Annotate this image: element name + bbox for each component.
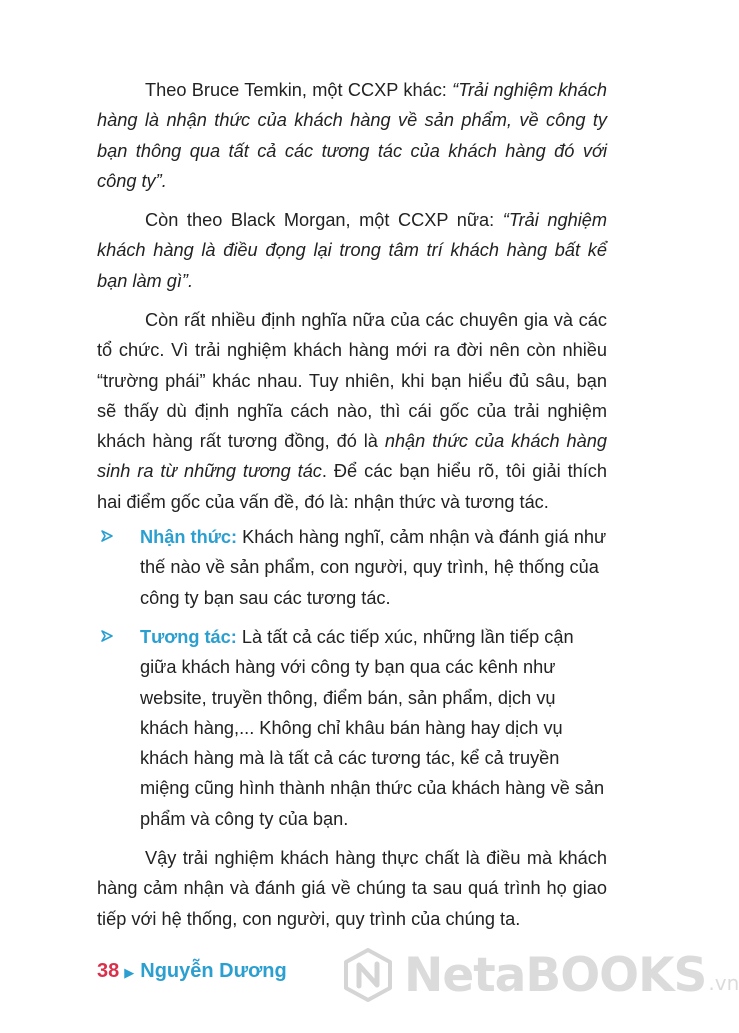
emphasis-text: nhận thức của khách hàng sinh ra từ những tương tác (97, 431, 608, 482)
author-name: Nguyễn Dương (140, 960, 287, 982)
paragraph-text: Vậy trải nghiệm khách hàng thực chất là điều mà khách hàng cảm nhận và đánh giá về chúng ta sau quá trình họ giao tiếp với hệ thống, con người, quy trình của chúng ta. (97, 848, 607, 929)
netabooks-watermark (340, 945, 739, 1005)
page-footer (97, 960, 287, 983)
paragraph-definitions-overview (97, 305, 607, 517)
arrowhead-outline-icon (100, 523, 114, 553)
page-number: 38 (97, 960, 120, 982)
bullet-item-nhan-thuc (140, 522, 607, 613)
triangle-marker-icon: ▶ (124, 965, 135, 980)
bullet-item-tuong-tac (140, 622, 607, 834)
quote-text: “Trải nghiệm khách hàng là điều đọng lại trong tâm trí khách hàng bất kể bạn làm gì”. (97, 210, 608, 291)
bullet-text: Khách hàng nghĩ, cảm nhận và đánh giá như thế nào về sản phẩm, con người, quy trình, hệ thống của công ty bạn sau các tương tác. (140, 527, 607, 608)
paragraph-text: Còn rất nhiều định nghĩa nữa của các chuyên gia và các tổ chức. Vì trải nghiệm khách hàng mới ra đời nên còn nhiều “trường phái” khác nhau. Tuy nhiên, khi bạn hiểu đủ sâu, bạn sẽ thấy dù định nghĩa cách nào, thì cái gốc của trải nghiệm khách hàng rất tương đồng, đó là (97, 310, 607, 452)
bullet-text: Là tất cả các tiếp xúc, những lần tiếp cận giữa khách hàng với công ty bạn qua các kênh như website, truyền thông, điểm bán, sản phẩm, dịch vụ khách hàng,... Không chỉ khâu bán hàng hay dịch vụ khách hàng mà là tất cả các tương tác, kể cả truyền miệng cũng hình thành nhận thức của khách hàng về sản phẩm và công ty của bạn. (140, 627, 605, 829)
paragraph-morgan-definition (97, 205, 607, 296)
bullet-term: Tương tác: (140, 627, 237, 647)
quote-text: “Trải nghiệm khách hàng là nhận thức của khách hàng về sản phẩm, về công ty bạn thông qua tất cả các tương tác của khách hàng đó với công ty”. (97, 80, 607, 191)
paragraph-lead-text: Còn theo Black Morgan, một CCXP nữa: (145, 210, 503, 230)
paragraph-text: . Để các bạn hiểu rõ, tôi giải thích hai điểm gốc của vấn đề, đó là: nhận thức và tương tác. (97, 461, 607, 512)
watermark-brand-text: NetaBOOKS (404, 947, 707, 1003)
watermark-domain-suffix: .vn (708, 971, 739, 995)
paragraph-temkin-definition (97, 75, 607, 196)
paragraph-conclusion (97, 843, 607, 934)
n-hexagon-logo-icon (340, 947, 396, 1003)
arrowhead-outline-icon (100, 623, 114, 653)
bullet-term: Nhận thức: (140, 527, 238, 547)
paragraph-lead-text: Theo Bruce Temkin, một CCXP khác: (145, 80, 453, 100)
